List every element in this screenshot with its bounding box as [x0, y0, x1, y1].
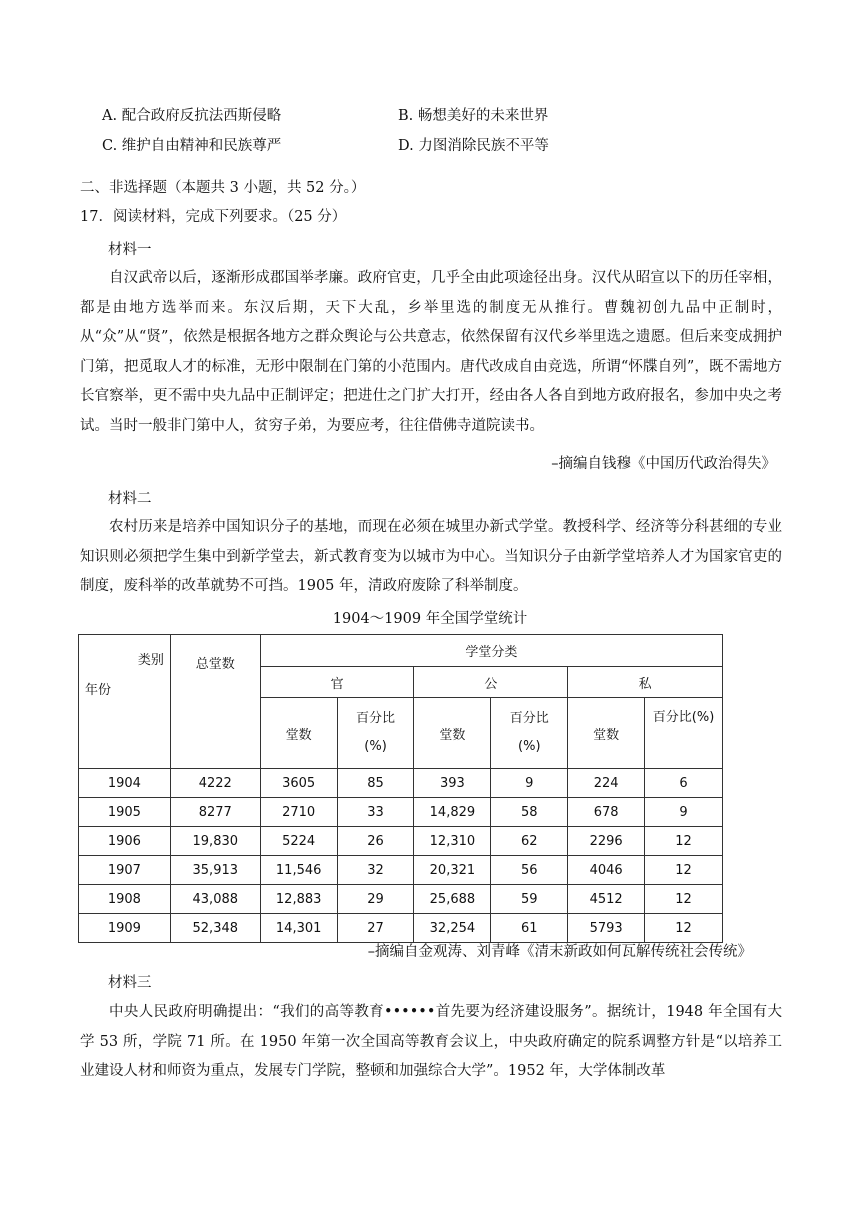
table-cell: 85	[337, 769, 414, 798]
table-cell: 12,310	[414, 827, 491, 856]
option-b: B. 畅想美好的未来世界	[398, 108, 549, 124]
pct-unit: (%)	[364, 739, 387, 754]
table-cell: 26	[337, 827, 414, 856]
table-cell: 1908	[79, 885, 171, 914]
table-cell: 52,348	[170, 914, 260, 943]
group-official: 官	[260, 667, 414, 698]
table-cell: 35,913	[170, 856, 260, 885]
table-row	[79, 856, 723, 885]
material3-paragraph: 中央人民政府明确提出：“我们的高等教育••••••首先要为经济建设服务”。据统计，1948 年全国有大学 53 所，学院 71 所。在 1950 年第一次全国高等教育会议上，中央政府确定的院系调整方针是“以培养工业建设人材和师资为重点，发展专门学院，整顿和加强综合大学”。1952 年，大学体制改革	[80, 1004, 782, 1079]
table-cell: 9	[491, 769, 568, 798]
option-d: D. 力图消除民族不平等	[398, 138, 549, 154]
table-cell: 58	[491, 798, 568, 827]
table-cell: 12	[645, 885, 723, 914]
table-cell: 224	[568, 769, 645, 798]
table-cell: 12,883	[260, 885, 337, 914]
table-cell: 678	[568, 798, 645, 827]
table-cell: 4046	[568, 856, 645, 885]
material3-text	[80, 998, 782, 1087]
table-cell: 62	[491, 827, 568, 856]
table-title: 1904～1909 年全国学堂统计	[332, 611, 528, 627]
table-cell: 1909	[79, 914, 171, 943]
table-row	[79, 798, 723, 827]
table-cell: 3605	[260, 769, 337, 798]
table-cell: 5793	[568, 914, 645, 943]
table-body	[79, 769, 723, 943]
class-header: 学堂分类	[260, 635, 722, 667]
table-cell: 14,301	[260, 914, 337, 943]
table-row	[79, 769, 723, 798]
table-row	[79, 885, 723, 914]
material2-source: –摘编自金观涛、刘青峰《清末新政如何瓦解传统社会传统》	[367, 944, 752, 960]
pct-unit: (%)	[518, 739, 541, 754]
table-cell: 1907	[79, 856, 171, 885]
table-cell: 12	[645, 827, 723, 856]
material1-paragraph: 自汉武帝以后，逐渐形成郡国举孝廉。政府官吏，几乎全由此项途径出身。汉代从昭宣以下的历任宰相，都是由地方选举而来。东汉后期，天下大乱，乡举里选的制度无从推行。曹魏初创九品中正制时，从“众”从“贤”，依然是根据各地方之群众舆论与公共意志，依然保留有汉代乡举里选之遗愿。但后来变成拥护门第，把觅取人才的标准，无形中限制在门第的小范围内。唐代改成自由竞选，所谓“怀牒自列”，既不需地方长官察举，更不需中央九品中正制评定；把进仕之门扩大打开，经由各人各自到地方政府报名，参加中央之考试。当时一般非门第中人，贫穷子弟，为要应考，往往借佛寺道院读书。	[80, 270, 782, 434]
table-cell: 19,830	[170, 827, 260, 856]
total-header: 总堂数	[170, 635, 260, 769]
pct-label: 百分比	[509, 711, 549, 726]
material1-label: 材料一	[108, 242, 152, 258]
table-cell: 2296	[568, 827, 645, 856]
table-cell: 25,688	[414, 885, 491, 914]
table-cell: 20,321	[414, 856, 491, 885]
table-cell: 59	[491, 885, 568, 914]
corner-category-label: 类别	[137, 653, 164, 668]
material3-label: 材料三	[108, 975, 152, 991]
sub-count-private: 堂数	[568, 698, 645, 769]
option-a: A. 配合政府反抗法西斯侵略	[102, 108, 282, 124]
table-cell: 43,088	[170, 885, 260, 914]
group-public: 公	[414, 667, 568, 698]
material2-text	[80, 513, 782, 602]
sub-pct-private: 百分比(%)	[645, 698, 723, 769]
pct-label: 百分比	[356, 711, 396, 726]
table-cell: 61	[491, 914, 568, 943]
table-cell: 9	[645, 798, 723, 827]
table-cell: 12	[645, 856, 723, 885]
table-cell: 27	[337, 914, 414, 943]
material2-paragraph: 农村历来是培养中国知识分子的基地，而现在必须在城里办新式学堂。教授科学、经济等分科甚细的专业知识则必须把学生集中到新学堂去，新式教育变为以城市为中心。当知识分子由新学堂培养人才为国家官吏的制度，废科举的改革就势不可挡。1905 年，清政府废除了科举制度。	[80, 519, 782, 594]
table-cell: 4512	[568, 885, 645, 914]
option-c: C. 维护自由精神和民族尊严	[102, 138, 282, 154]
table-cell: 1904	[79, 769, 171, 798]
sub-pct-public	[491, 698, 568, 769]
material2-label: 材料二	[108, 491, 152, 507]
table-cell: 1906	[79, 827, 171, 856]
corner-header-cell	[79, 635, 171, 769]
sub-count-public: 堂数	[414, 698, 491, 769]
table-cell: 8277	[170, 798, 260, 827]
table-row	[79, 914, 723, 943]
table-cell: 5224	[260, 827, 337, 856]
question-17: 17．阅读材料，完成下列要求。（25 分）	[80, 209, 347, 225]
material1-source: –摘编自钱穆《中国历代政治得失》	[551, 456, 776, 472]
school-statistics-table	[78, 634, 723, 943]
table-cell: 2710	[260, 798, 337, 827]
table-cell: 12	[645, 914, 723, 943]
corner-year-label: 年份	[85, 683, 112, 698]
table-row	[79, 827, 723, 856]
sub-count-official: 堂数	[260, 698, 337, 769]
material1-text	[80, 264, 782, 441]
table-cell: 32	[337, 856, 414, 885]
group-private: 私	[568, 667, 723, 698]
table-cell: 6	[645, 769, 723, 798]
table-cell: 33	[337, 798, 414, 827]
table-cell: 29	[337, 885, 414, 914]
table-cell: 1905	[79, 798, 171, 827]
section-title: 二、非选择题（本题共 3 小题，共 52 分。）	[80, 180, 366, 196]
table-cell: 56	[491, 856, 568, 885]
sub-pct-official	[337, 698, 414, 769]
table-cell: 393	[414, 769, 491, 798]
table-cell: 32,254	[414, 914, 491, 943]
table-cell: 11,546	[260, 856, 337, 885]
table-cell: 4222	[170, 769, 260, 798]
table-cell: 14,829	[414, 798, 491, 827]
